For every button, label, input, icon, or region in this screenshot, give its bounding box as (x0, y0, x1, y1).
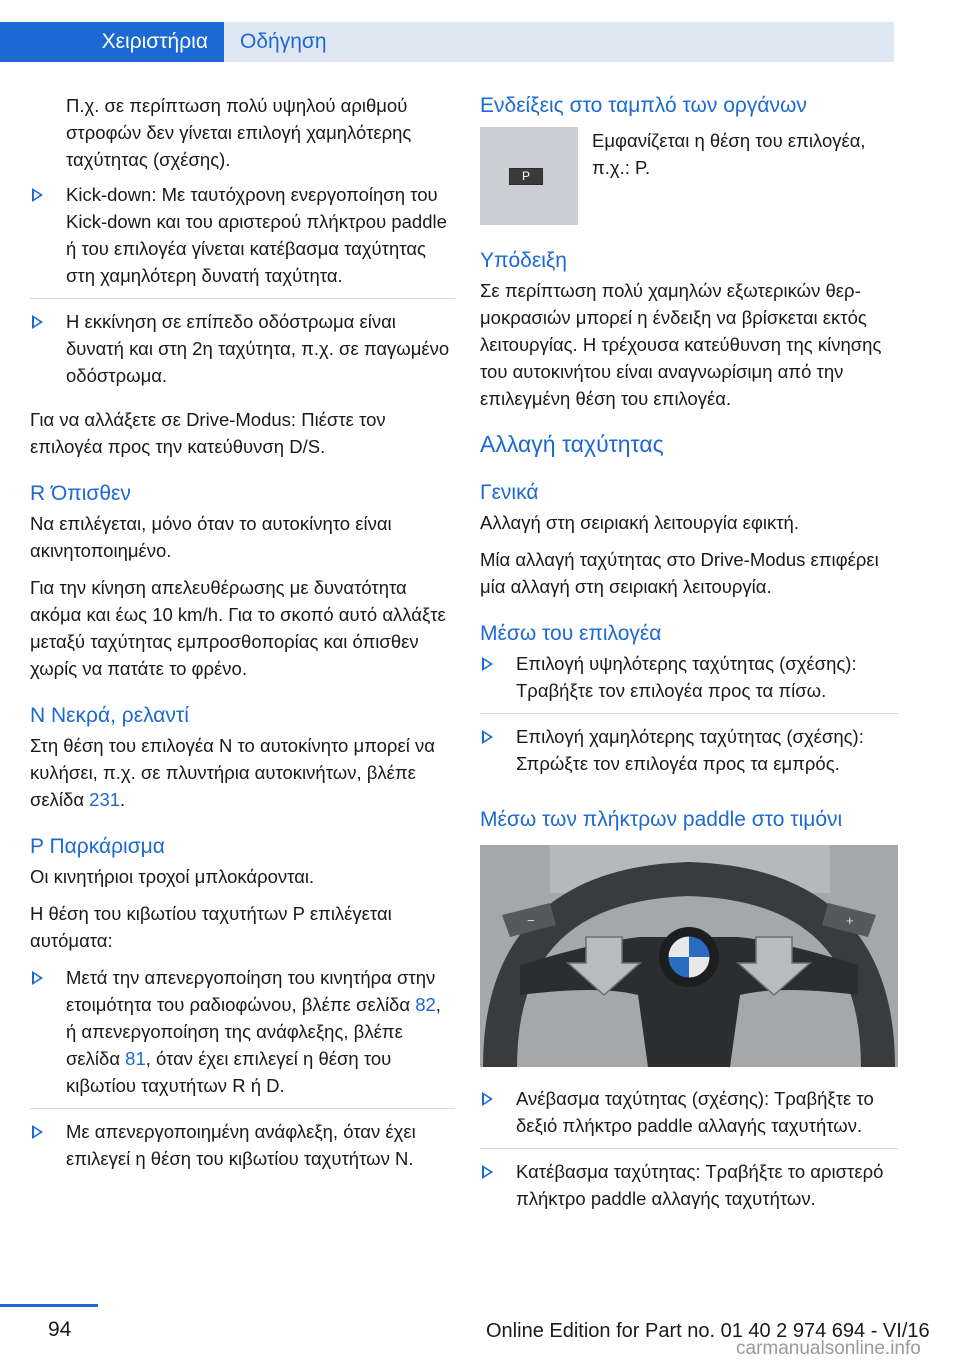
bullet-arrow-icon (32, 315, 43, 329)
note-paragraph: Σε περίπτωση πολύ χαμηλών εξωτερικών θερμοκρασιών μπορεί η ένδειξη να βρίσκεται εκτός λειτουργίας. Η τρέχουσα κατεύθυνση της κίνησης του αυτοκινήτου είναι αναγνωρίσιμη από την επιλεγμένη θέση του επιλογέα. (480, 280, 882, 409)
list-item-text: Κατέβασμα ταχύτητας: Τραβήξτε το αριστερό πλήκτρο paddle αλλαγής ταχυτήτων. (516, 1161, 884, 1209)
intro-paragraph: Π.χ. σε περίπτωση πολύ υψηλού αριθμού στροφών δεν γίνεται επιλογή χαμηλότερης ταχύτητας (σχέσης). (66, 95, 412, 170)
list-item (480, 723, 898, 786)
neutral-heading: N Νεκρά, ρελαντί (30, 704, 189, 727)
list-item (30, 308, 455, 398)
list-item (30, 181, 455, 299)
paddle-list (480, 1085, 898, 1221)
bullet-arrow-icon (32, 188, 43, 202)
list-item (30, 964, 455, 1109)
general-paragraph-1: Αλλαγή στη σειριακή λειτουργία εφικτή. (480, 512, 799, 533)
selector-list (480, 650, 898, 786)
list-item-text: Μετά την απενεργοποίηση του κινητήρα στην ετοιμότητα του ραδιοφώνου, βλέπε σελίδα (66, 967, 436, 1015)
page-link-82[interactable]: 82 (415, 994, 436, 1015)
list-item (30, 1118, 455, 1181)
reverse-paragraph-2: Για την κίνηση απελευθέρωσης με δυνατότητα ακόμα και έως 10 km/h. Για το σκοπό αυτό αλλάξτε μεταξύ ταχύτητας εμπροσθοπορίας και όπισθεν χωρίς να πατάτε το φρένο. (30, 577, 446, 679)
page-link-231[interactable]: 231 (89, 789, 121, 810)
neutral-text: Στη θέση του επιλογέα N το αυτοκίνητο μπορεί να κυλήσει, π.χ. σε πλυντήρια αυτοκινήτων, βλέπε σελίδα (30, 735, 435, 810)
paddle-plus-label: + (846, 913, 854, 928)
kickdown-list (30, 181, 455, 398)
page-number: 94 (48, 1318, 72, 1341)
reverse-heading: R Όπισθεν (30, 482, 131, 505)
park-paragraph-2: Η θέση του κιβωτίου ταχυτήτων P επιλέγεται αυτόματα: (30, 903, 392, 951)
list-item (480, 650, 898, 714)
park-indicator-icon: P (509, 168, 543, 185)
instrument-display-image (480, 127, 578, 225)
general-heading: Γενικά (480, 481, 539, 504)
park-paragraph-1: Οι κινητήριοι τροχοί μπλοκάρονται. (30, 866, 315, 887)
general-paragraph-2: Μία αλλαγή ταχύτητας στο Drive-Modus επιφέρει μία αλλαγή στη σειριακή λειτουργία. (480, 549, 879, 597)
tab-driving[interactable]: Οδήγηση (224, 22, 894, 62)
shift-heading: Αλλαγή ταχύτητας (480, 431, 664, 457)
steering-wheel-image (480, 845, 898, 1067)
page-link-81[interactable]: 81 (125, 1048, 146, 1069)
list-item-text: Kick-down: Με ταυτόχρονη ενεργοποίηση του Kick-down και του αριστερού πλήκτρου paddle ή του επιλογέα γίνεται κατέβασμα ταχύτητας στη χαμηλότερη δυνατή ταχύτητα. (66, 184, 447, 286)
bullet-arrow-icon (482, 730, 493, 744)
bullet-arrow-icon (32, 1125, 43, 1139)
list-item-text: Ανέβασμα ταχύτητας (σχέσης): Τραβήξτε το δεξιό πλήκτρο paddle αλλαγής ταχυτήτων. (516, 1088, 874, 1136)
display-heading: Ενδείξεις στο ταμπλό των οργάνων (480, 94, 807, 117)
list-item-text: , ή απενεργοποίηση της ανάφλεξης, βλέπε σελίδα (66, 994, 441, 1069)
steering-wheel-illustration (480, 845, 898, 1067)
bullet-arrow-icon (482, 1165, 493, 1179)
paddle-minus-label: − (527, 913, 535, 928)
bullet-arrow-icon (32, 971, 43, 985)
reverse-paragraph-1: Να επιλέγεται, μόνο όταν το αυτοκίνητο είναι ακινητοποιημένο. (30, 513, 392, 561)
tab-controls[interactable]: Χειριστήρια (0, 22, 224, 62)
park-list (30, 964, 455, 1181)
list-item-text: Η εκκίνηση σε επίπεδο οδόστρωμα είναι δυνατή και στη 2η ταχύτητα, π.χ. σε παγωμένο οδόστρωμα. (66, 311, 450, 386)
bullet-arrow-icon (482, 657, 493, 671)
right-column (480, 92, 898, 1229)
park-heading: P Παρκάρισμα (30, 835, 165, 858)
list-item-text: Επιλογή χαμηλότερης ταχύτητας (σχέσης): Σπρώξτε τον επιλογέα προς τα εμπρός. (516, 726, 864, 774)
display-description: Εμφανίζεται η θέση του επιλογέα, π.χ.: P. (592, 130, 866, 178)
footer-accent-line (0, 1304, 98, 1307)
left-column (30, 92, 455, 1189)
list-item-text: , όταν έχει επιλεγεί η θέση του κιβωτίου ταχυτήτων R ή D. (66, 1048, 392, 1096)
edition-text: Online Edition for Part no. 01 40 2 974 694 - VI/16 (486, 1320, 930, 1342)
list-item (480, 1158, 898, 1221)
list-item (480, 1085, 898, 1149)
note-heading: Υπόδειξη (480, 249, 567, 272)
list-item-text: Επιλογή υψηλότερης ταχύτητας (σχέσης): Τραβήξτε τον επιλογέα προς τα πίσω. (516, 653, 857, 701)
watermark: carmanualsonline.info (736, 1338, 921, 1359)
neutral-paragraph (30, 732, 455, 813)
drive-modus-paragraph: Για να αλλάξετε σε Drive-Modus: Πιέστε τον επιλογέα προς την κατεύθυνση D/S. (30, 409, 386, 457)
list-item-text: Με απενεργοποιημένη ανάφλεξη, όταν έχει επιλεγεί η θέση του κιβωτίου ταχυτήτων N. (66, 1121, 416, 1169)
neutral-text-end: . (120, 789, 126, 810)
chapter-header (0, 0, 960, 62)
display-example (480, 127, 898, 225)
selector-heading: Μέσω του επιλογέα (480, 622, 662, 645)
paddle-heading: Μέσω των πλήκτρων paddle στο τιμόνι (480, 808, 843, 831)
bullet-arrow-icon (482, 1092, 493, 1106)
